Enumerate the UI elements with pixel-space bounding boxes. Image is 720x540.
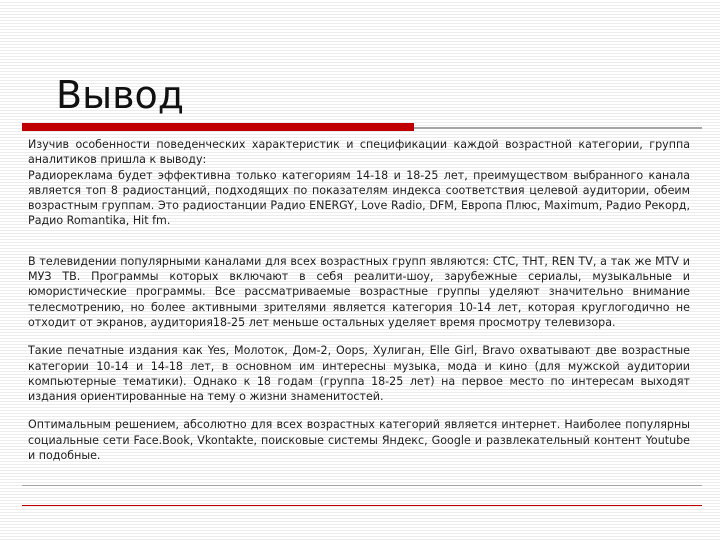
slide-title: Вывод — [56, 73, 184, 117]
footer-rule — [22, 485, 702, 486]
title-accent-bar — [22, 123, 414, 131]
print-paragraph: Такие печатные издания как Yes, Молоток, Дом-2, Oops, Хулиган, Elle Girl, Bravo охватывают две возрастные категории 10-14 и 14-18 лет, в основном им интересны музыка, мода и кино (для мужской аудитории компьютерные тематики). Однако к 18 годам (группа 18-25 лет) на первое место по интересам выходят издания ориентированные на тему о жизни знаменитостей. — [28, 344, 690, 404]
slide-body — [28, 137, 690, 463]
intro-paragraph: Изучив особенности поведенческих характеристик и спецификации каждой возрастной категории, группа аналитиков пришла к выводу: — [28, 138, 690, 167]
radio-paragraph: Радиореклама будет эффективна только категориям 14-18 и 18-25 лет, преимуществом выбранного канала является топ 8 радиостанций, подходящих по показателям индекса соответствия целевой аудитории, обеим возрастным группам. Это радиостанции Радио ENERGY, Love Radio, DFM, Европа Плюс, Maximum, Радио Рекорд, Радио Romantika, Hit fm. — [28, 168, 690, 228]
internet-paragraph: Оптимальным решением, абсолютно для всех возрастных категорий является интернет. Наиболее популярны социальные сети Face.Book, Vkontakte, поисковые системы Яндекс, Google и развлекательный контент Youtube и подобные. — [28, 418, 690, 463]
tv-paragraph: В телевидении популярными каналами для всех возрастных групп являются: СТС, ТНТ, REN TV, а так же MTV и МУЗ ТВ. Программы которых включают в себя реалити-шоу, зарубежные сериалы, музыкальные и юмористические программы. Все рассматриваемые возрастные группы уделяют значительно внимание телесмотрению, но более активными зрителями является категория 10-14 лет, которая круглогодично не отходит от экранов, аудитория18-25 лет меньше остальных уделяет время просмотру телевизора. — [28, 254, 690, 329]
footer-accent-rule — [22, 505, 702, 506]
